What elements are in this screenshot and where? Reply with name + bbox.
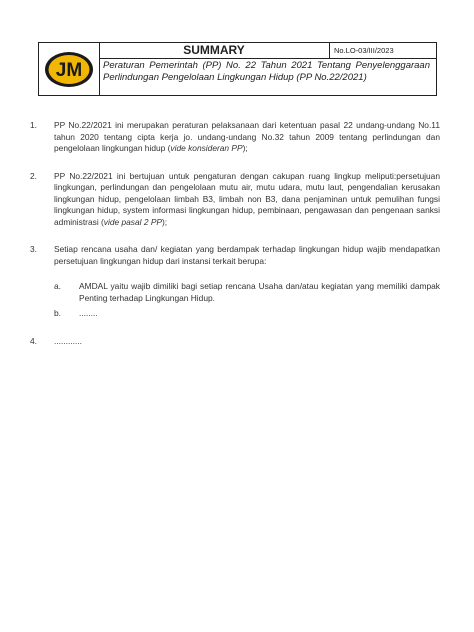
- item-text: ............: [54, 335, 82, 346]
- page-title: SUMMARY: [99, 43, 330, 59]
- list-item: [30, 244, 440, 320]
- sub-list-item: [54, 281, 440, 304]
- item-text: PP No.22/2021 ini merupakan peraturan pelaksanaan dari ketentuan pasal 22 undang-undang No.11 tahun 2020 tentang cipta kerja jo. undang-undang No.32 tahun 2009 tentang perlindungan dan pengelolaan lingkungan hidup (: [54, 120, 440, 153]
- sub-item-text: AMDAL yaitu wajib dimiliki bagi setiap rencana Usaha dan/atau kegiatan yang memiliki dampak Penting terhadap Lingkungan Hidup.: [79, 281, 440, 303]
- item-suffix: );: [162, 216, 168, 227]
- summary-list: [30, 120, 440, 363]
- item-number: 1.: [30, 120, 37, 130]
- item-number: 4.: [30, 335, 37, 346]
- sub-item-letter: a.: [54, 281, 61, 291]
- document-subject: Peraturan Pemerintah (PP) No. 22 Tahun 2021 Tentang Penyelenggaraan Perlindungan Pengelolaan Lingkungan Hidup (PP No.22/2021): [103, 60, 430, 83]
- logo-cell: [39, 43, 100, 95]
- summary-header-table: [38, 42, 437, 96]
- list-item: [30, 171, 440, 229]
- item-reference: vide konsideran PP: [170, 143, 243, 153]
- sub-item-text: ........: [79, 308, 98, 318]
- sub-list-item: [54, 308, 440, 320]
- company-logo-icon: [44, 51, 94, 88]
- item-reference: vide pasal 2 PP: [103, 216, 162, 227]
- logo-text: JM: [55, 60, 83, 81]
- item-text: PP No.22/2021 ini bertujuan untuk pengaturan dengan cakupan ruang lingkup meliputi:persetujuan lingkungan, perlindungan dan pengelolaan mutu air, mutu udara, mutu laut, pengendalian kerusakan lingkungan hidup, pengelolaan limbah B3, limbah non B3, dana penjaminan untuk pemulihan fungsi lingkungan hidup, system informasi lingkungan hidup, pembinaan, pengawasan dan pengenaan sanksi administrasi (: [54, 170, 440, 227]
- document-number: No.LO-03/III/2023: [329, 43, 436, 59]
- list-item: [30, 120, 440, 155]
- item-number: 3.: [30, 244, 37, 254]
- list-item: [30, 336, 440, 348]
- sub-item-letter: b.: [54, 308, 61, 318]
- item-number: 2.: [30, 170, 37, 181]
- item-text: Setiap rencana usaha dan/ kegiatan yang berdampak terhadap lingkungan hidup wajib mendapatkan persetujuan lingkungan hidup dari instansi terkait berupa:: [54, 244, 440, 266]
- item-suffix: );: [242, 143, 248, 153]
